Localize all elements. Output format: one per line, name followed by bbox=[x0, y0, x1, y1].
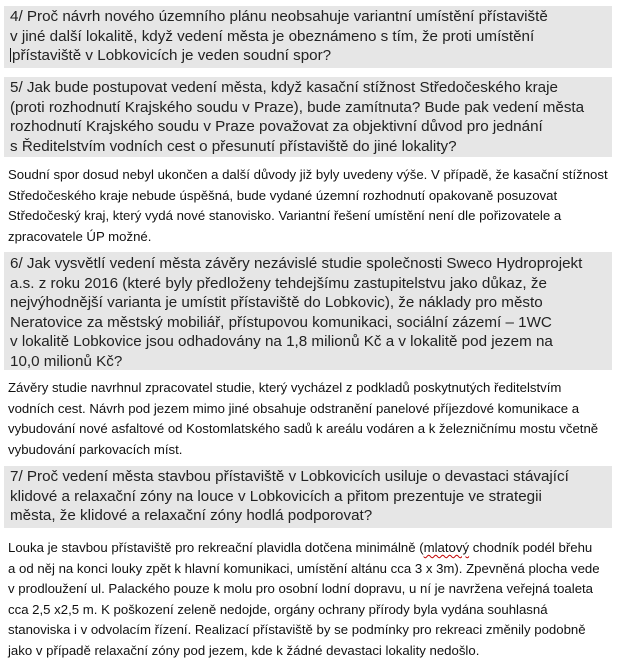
answer-5 bbox=[8, 165, 616, 247]
answer-5-line-2: Středočeského kraje nebude úspěšná, bude vydané územní rozhodnutí opakovaně posuzovat bbox=[8, 187, 558, 203]
question-6-line-4: Neratovice za městský mobiliář, přístupovou komunikaci, sociální zázemí – 1WC bbox=[10, 313, 552, 331]
spellcheck-word: mlatový bbox=[423, 540, 470, 555]
answer-6-line-4: vybudování parkovacích míst. bbox=[8, 441, 183, 457]
question-6-box bbox=[4, 252, 612, 370]
question-6-line-1: 6/ Jak vysvětlí vedení města závěry nezávislé studie společnosti Sweco Hydroprojekt bbox=[10, 255, 583, 272]
answer-7-line-4: cca 2,5 x2,5 m. K poškození zeleně nedojde, orgány ochrany přírody byla vydána souhlasná bbox=[8, 601, 548, 617]
answer-7-line-2: a od něj na konci louky zpět k hlavní komunikaci, umístění altánu cca 3 x 3m). Zpevněná plocha vede bbox=[8, 560, 600, 576]
answer-6-line-1: Závěry studie navrhnul zpracovatel studie, který vycházel z podkladů poskytnutých ředitelstvím bbox=[8, 380, 562, 395]
question-5-box bbox=[4, 77, 612, 157]
answer-7-line-3: v prodloužení ul. Palackého pouze k molu pro osobní lodní dopravu, u ní je navržena veřejná toaleta bbox=[8, 581, 594, 596]
question-7-line-1: 7/ Proč vedení města stavbou přístaviště v Lobkovicích usiluje o devastaci stávající bbox=[10, 468, 569, 485]
answer-5-line-4: zpracovatele ÚP možné. bbox=[8, 228, 152, 244]
question-5-line-3: rozhodnutí Krajského soudu v Praze považovat za objektivní důvod pro jednání bbox=[10, 118, 543, 135]
question-5-line-2: (proti rozhodnutí Krajského soudu v Praze), bude zamítnuta? Bude pak vedení města bbox=[10, 98, 585, 116]
question-7-line-2: klidové a relaxační zóny na louce v Lobkovicích a přitom prezentuje ve strategii bbox=[10, 487, 542, 505]
answer-7-line-5: stanoviska i v odvolacím řízení. Realizací přístaviště by se podmínky pro rekreaci změnily podobně bbox=[8, 622, 586, 637]
question-4-line-3: přístaviště v Lobkovicích je veden soudní spor? bbox=[12, 47, 332, 64]
answer-6-line-2: vodních cest. Návrh pod jezem mimo jiné obsahuje odstranění panelové příjezdové komunikace a bbox=[8, 400, 580, 416]
question-4-box bbox=[4, 6, 612, 68]
question-7-box bbox=[4, 466, 612, 528]
question-4-line-3-wrapper bbox=[10, 46, 606, 66]
answer-7-line-6: jako v případě relaxační zóny pod jezem, kde k žádné devastaci lokality nedošlo. bbox=[8, 642, 480, 658]
question-5-line-4: s Ředitelstvím vodních cest o přesunutí přístaviště do jiné lokality? bbox=[10, 137, 457, 155]
question-4-line-2: v jiné další lokalitě, když vedení města je obeznámeno s tím, že proti umístění bbox=[10, 27, 535, 45]
answer-6-line-3: vybudování nové asfaltové od Kostomlatského sadů k areálu vodáren a k železničnímu mostu včetně bbox=[8, 421, 599, 436]
answer-6 bbox=[8, 378, 616, 460]
question-6-line-3: nejvýhodnější varianta je umístit přístaviště do Lobkovic), že náklady pro město bbox=[10, 294, 543, 311]
question-6-line-2: a.s. z roku 2016 (které byly předloženy tehdejšímu zastupitelstvu jako důkaz, že bbox=[10, 274, 547, 292]
text-cursor bbox=[10, 48, 11, 62]
question-6-line-6: 10,0 milionů Kč? bbox=[10, 352, 123, 370]
answer-7-line-1: Louka je stavbou přístaviště pro rekreační plavidla dotčena minimálně (mlatový chodník podél břehu bbox=[8, 540, 593, 555]
answer-5-line-1: Soudní spor dosud nebyl ukončen a další důvody již byly uvedeny výše. V případě, že kasační stížnost bbox=[8, 167, 608, 182]
question-5-line-1: 5/ Jak bude postupovat vedení města, když kasační stížnost Středočeského kraje bbox=[10, 79, 558, 96]
question-6-line-5: v lokalitě Lobkovice jsou odhadovány na 1,8 milionů Kč a v lokalitě pod jezem na bbox=[10, 333, 553, 350]
question-4-line-1: 4/ Proč návrh nového územního plánu neobsahuje variantní umístění přístaviště bbox=[10, 8, 548, 25]
answer-5-line-3: Středočeský kraj, který vydá nové stanovisko. Variantní řešení umístění není dle pořizovatele a bbox=[8, 208, 562, 223]
answer-7 bbox=[8, 538, 616, 661]
question-7-line-3: města, že klidové a relaxační zóny hodlá podporovat? bbox=[10, 507, 373, 524]
